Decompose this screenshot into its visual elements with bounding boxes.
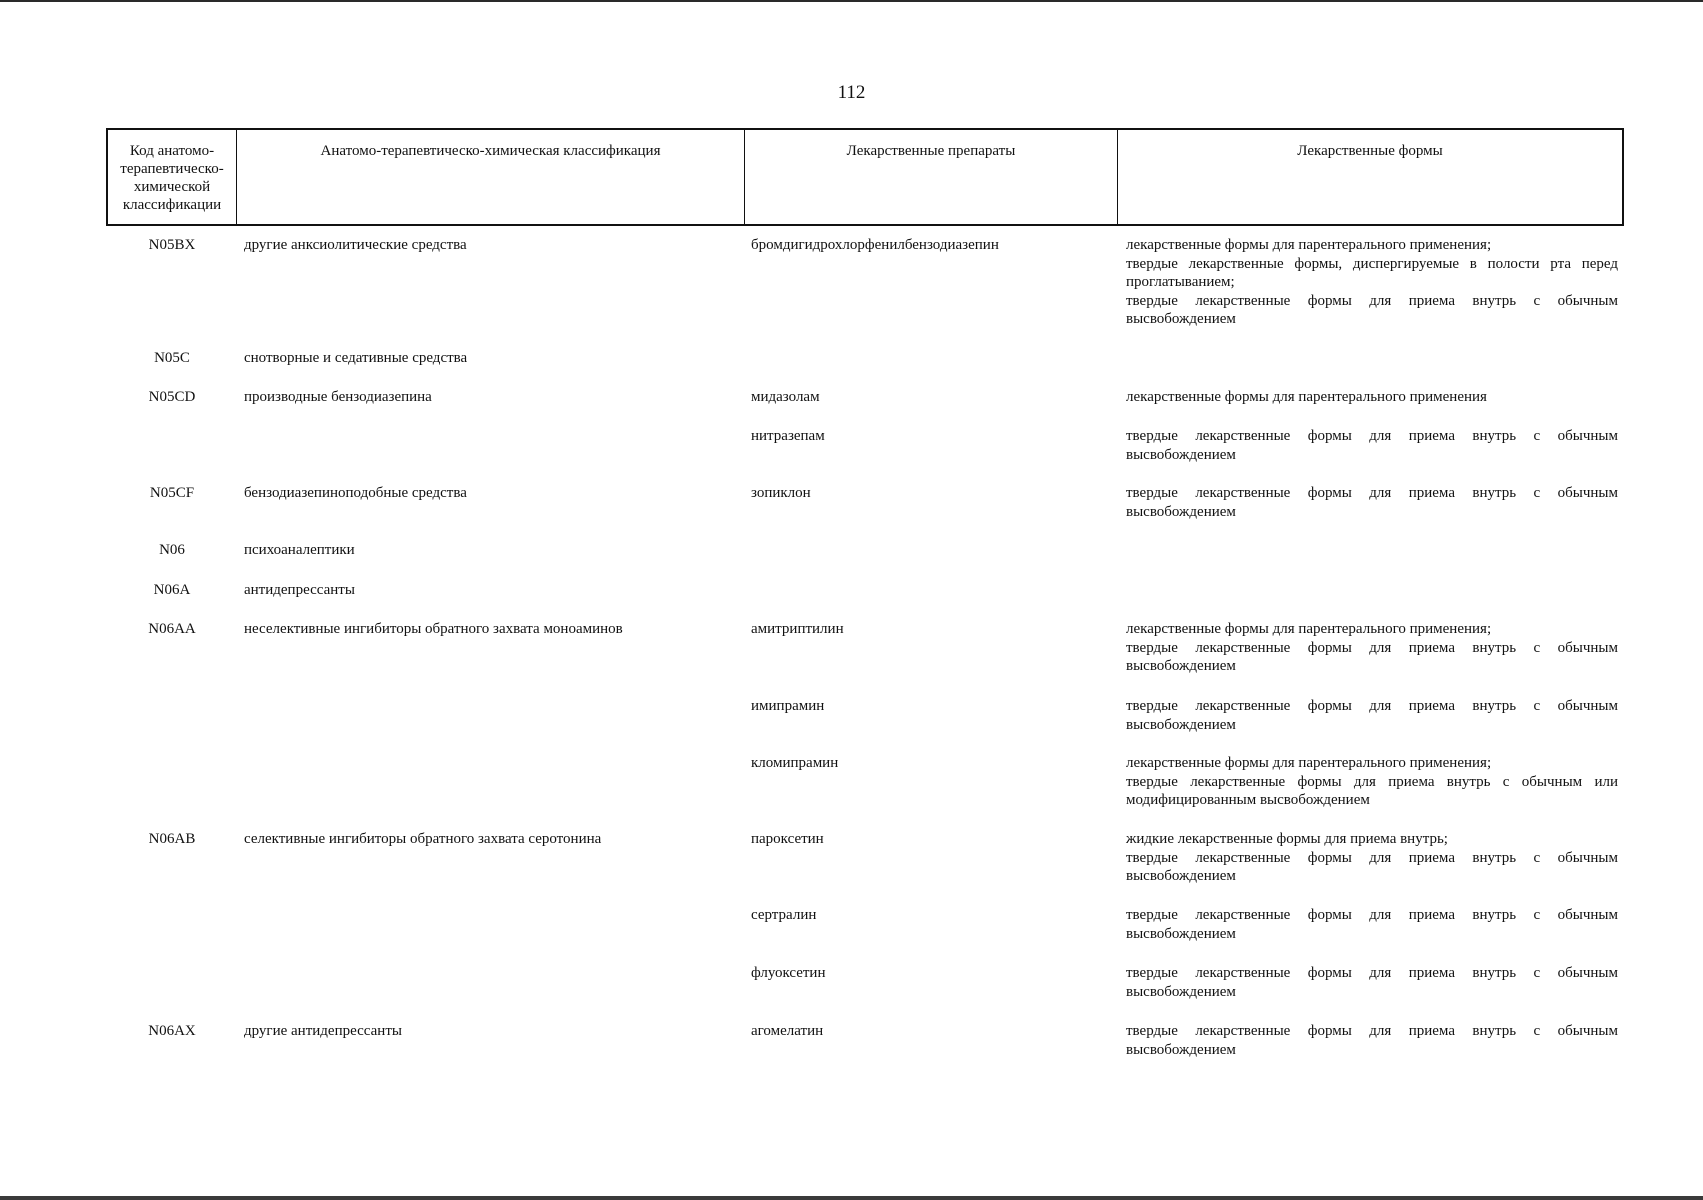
header-classification: Анатомо-терапевтическо-химическая классификация bbox=[237, 130, 745, 224]
dosage-form: твердые лекарственные формы для приема внутрь с обычным высвобождением bbox=[1126, 639, 1618, 674]
dosage-form: твердые лекарственные формы для приема внутрь с обычным высвобождением bbox=[1126, 485, 1618, 520]
dosage-form: жидкие лекарственные формы для приема внутрь; bbox=[1126, 831, 1448, 847]
drug-name: амитриптилин bbox=[751, 621, 844, 637]
dosage-form: твердые лекарственные формы для приема внутрь с обычным высвобождением bbox=[1126, 292, 1618, 327]
header-forms: Лекарственные формы bbox=[1297, 143, 1443, 159]
dosage-forms bbox=[1126, 754, 1618, 810]
dosage-forms bbox=[1126, 1022, 1618, 1059]
atc-code: N06AB bbox=[148, 831, 196, 847]
atc-code: N05CF bbox=[149, 485, 195, 501]
dosage-form: твердые лекарственные формы для приема внутрь с обычным высвобождением bbox=[1126, 428, 1618, 463]
dosage-form: твердые лекарственные формы для приема внутрь с обычным высвобождением bbox=[1126, 698, 1618, 733]
dosage-form: лекарственные формы для парентерального применения; bbox=[1126, 237, 1492, 253]
dosage-form: лекарственные формы для парентерального применения bbox=[1126, 389, 1487, 405]
dosage-form: твердые лекарственные формы для приема внутрь с обычным высвобождением bbox=[1126, 907, 1618, 942]
atc-classification: производные бензодиазепина bbox=[244, 389, 432, 405]
header-code: Код анатомо-терапевтическо-химической классификации bbox=[108, 130, 237, 224]
drug-name: кломипрамин bbox=[751, 755, 839, 771]
dosage-forms bbox=[1126, 388, 1618, 407]
drug-name: зопиклон bbox=[751, 485, 811, 501]
atc-code: N06A bbox=[153, 582, 191, 598]
atc-classification: другие анксиолитические средства bbox=[244, 237, 467, 253]
atc-code: N05CD bbox=[148, 389, 196, 405]
dosage-form: твердые лекарственные формы, диспергируемые в полости рта перед проглатыванием; bbox=[1126, 255, 1618, 290]
atc-code: N05C bbox=[154, 350, 190, 366]
dosage-form: лекарственные формы для парентерального применения; bbox=[1126, 621, 1492, 637]
dosage-forms bbox=[1126, 964, 1618, 1001]
drug-name: сертралин bbox=[751, 907, 817, 923]
dosage-forms bbox=[1126, 484, 1618, 521]
drug-name: пароксетин bbox=[751, 831, 824, 847]
atc-classification: психоаналептики bbox=[244, 542, 355, 558]
dosage-form: лекарственные формы для парентерального применения; bbox=[1126, 755, 1492, 771]
atc-classification: снотворные и седативные средства bbox=[244, 350, 468, 366]
drug-name: агомелатин bbox=[751, 1023, 824, 1039]
atc-classification: неселективные ингибиторы обратного захвата моноаминов bbox=[244, 621, 623, 637]
atc-code: N06AX bbox=[148, 1023, 196, 1039]
atc-classification: антидепрессанты bbox=[244, 582, 355, 598]
drug-name: мидазолам bbox=[751, 389, 820, 405]
header-drugs: Лекарственные препараты bbox=[745, 130, 1118, 224]
dosage-forms bbox=[1126, 906, 1618, 943]
drug-name: нитразепам bbox=[751, 428, 825, 444]
atc-code: N06AA bbox=[148, 621, 196, 637]
atc-classification: другие антидепрессанты bbox=[244, 1023, 402, 1039]
atc-code: N06 bbox=[159, 542, 185, 558]
dosage-forms bbox=[1126, 830, 1618, 886]
drug-name: бромдигидрохлорфенилбензодиазепин bbox=[751, 237, 999, 253]
dosage-form: твердые лекарственные формы для приема внутрь с обычным высвобождением bbox=[1126, 849, 1618, 884]
dosage-form: твердые лекарственные формы для приема внутрь с обычным высвобождением bbox=[1126, 1023, 1618, 1058]
drug-name: флуоксетин bbox=[751, 965, 826, 981]
drug-name: имипрамин bbox=[751, 698, 825, 714]
dosage-forms bbox=[1126, 697, 1618, 734]
dosage-forms bbox=[1126, 427, 1618, 464]
page-number: 112 bbox=[837, 82, 866, 103]
scan-edge-bottom bbox=[0, 1196, 1703, 1200]
dosage-forms bbox=[1126, 236, 1618, 329]
atc-code: N05BX bbox=[148, 237, 196, 253]
dosage-form: твердые лекарственные формы для приема внутрь с обычным или модифицированным высвобождением bbox=[1126, 773, 1618, 808]
dosage-form: твердые лекарственные формы для приема внутрь с обычным высвобождением bbox=[1126, 965, 1618, 1000]
atc-classification: селективные ингибиторы обратного захвата серотонина bbox=[244, 831, 602, 847]
atc-classification: бензодиазепиноподобные средства bbox=[244, 485, 467, 501]
dosage-forms bbox=[1126, 620, 1618, 676]
